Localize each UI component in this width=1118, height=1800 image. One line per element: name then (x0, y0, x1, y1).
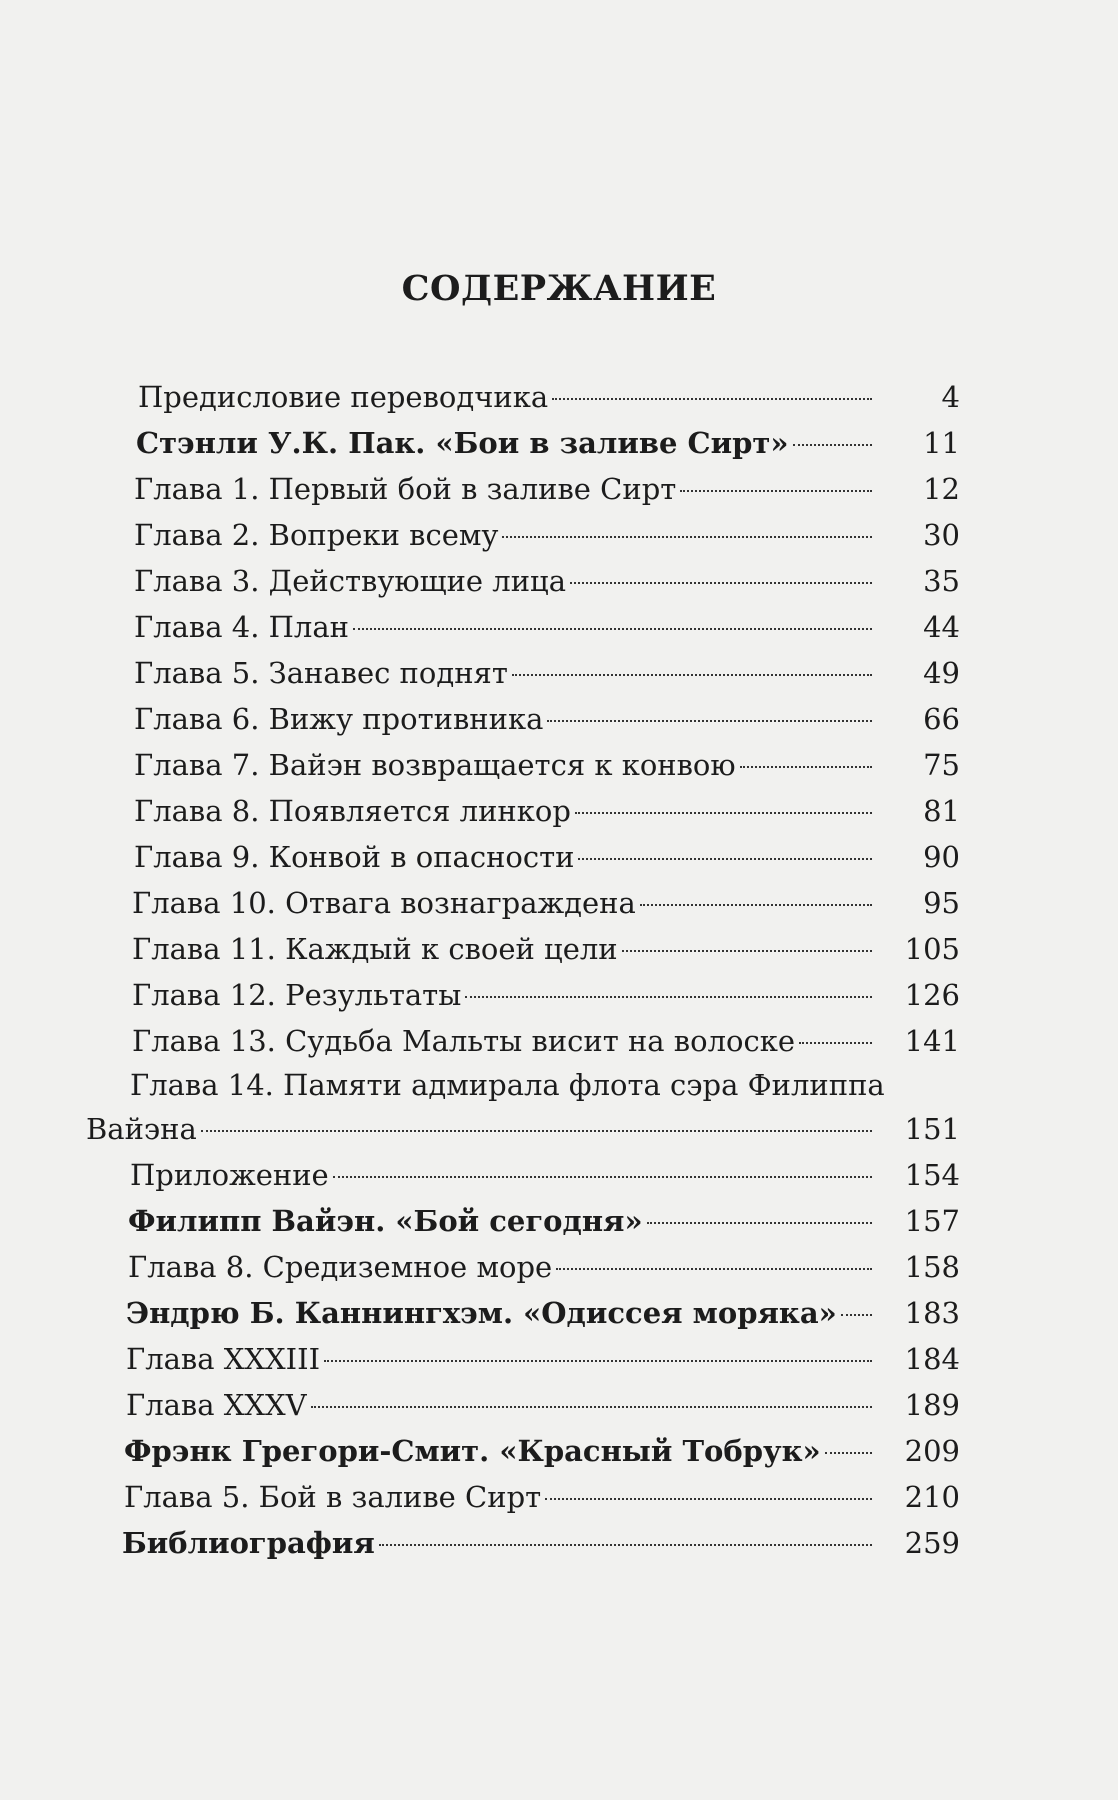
leader-dots (502, 536, 872, 538)
toc-entry (0, 972, 1118, 1018)
toc-entry-page: 75 (923, 748, 960, 782)
toc-entry-page: 259 (904, 1526, 960, 1560)
leader-dots (740, 766, 872, 768)
toc-entry-label: Глава 2. Вопреки всему (134, 518, 499, 552)
toc-section-entry (0, 1428, 1118, 1474)
toc-entry-page: 49 (923, 656, 960, 690)
toc-entry-label: Библиография (122, 1526, 375, 1560)
toc-entry-page: 30 (923, 518, 960, 552)
leader-dots (799, 1042, 872, 1044)
toc-entry (0, 880, 1118, 926)
toc-entry-page: 141 (904, 1024, 960, 1058)
leader-dots (379, 1544, 872, 1546)
toc-entry (0, 466, 1118, 512)
toc-entry-page: 11 (923, 426, 960, 460)
toc-entry-label: Фрэнк Грегори-Смит. «Красный Тобрук» (124, 1434, 821, 1468)
leader-dots (547, 720, 872, 722)
toc-entry (0, 1336, 1118, 1382)
toc-entry (0, 834, 1118, 880)
leader-dots (465, 996, 872, 998)
table-of-contents (0, 374, 1118, 1566)
toc-entry-label: Глава 8. Появляется линкор (134, 794, 571, 828)
leader-dots (793, 444, 872, 446)
toc-entry-page: 184 (904, 1342, 960, 1376)
toc-entry-page: 151 (904, 1112, 960, 1146)
toc-entry-page: 154 (904, 1158, 960, 1192)
toc-entry-label: Глава XXXIII (126, 1342, 321, 1376)
toc-entry-page: 158 (904, 1250, 960, 1284)
toc-entry (0, 558, 1118, 604)
toc-entry (0, 742, 1118, 788)
toc-entry-label: Стэнли У.К. Пак. «Бои в заливе Сирт» (136, 426, 789, 460)
page-title: СОДЕРЖАНИЕ (401, 268, 717, 309)
toc-entry-page: 95 (923, 886, 960, 920)
leader-dots (825, 1452, 872, 1454)
toc-entry-label-continuation: Вайэна (86, 1112, 197, 1146)
toc-entry-page: 105 (904, 932, 960, 966)
toc-entry-label: Глава 10. Отвага вознаграждена (132, 886, 636, 920)
toc-entry-page: 183 (904, 1296, 960, 1330)
leader-dots (647, 1222, 872, 1224)
toc-entry (0, 926, 1118, 972)
leader-dots (545, 1498, 872, 1500)
toc-entry-label: Глава XXXV (126, 1388, 307, 1422)
toc-entry-label: Предисловие переводчика (138, 380, 549, 414)
toc-entry-page: 4 (941, 380, 960, 414)
toc-entry (0, 1106, 1118, 1152)
toc-entry-page: 189 (904, 1388, 960, 1422)
toc-entry-page: 12 (923, 472, 960, 506)
toc-entry (0, 1152, 1118, 1198)
leader-dots (640, 904, 872, 906)
toc-entry-page: 35 (923, 564, 960, 598)
toc-entry-label: Глава 4. План (134, 610, 349, 644)
toc-entry-page: 81 (923, 794, 960, 828)
toc-entry-label: Эндрю Б. Каннингхэм. «Одиссея моряка» (126, 1296, 837, 1330)
toc-section-entry (0, 420, 1118, 466)
toc-entry (0, 788, 1118, 834)
toc-entry (0, 512, 1118, 558)
toc-entry (0, 650, 1118, 696)
toc-entry-label: Глава 13. Судьба Мальты висит на волоске (132, 1024, 796, 1058)
toc-section-entry (0, 1198, 1118, 1244)
toc-entry-page: 44 (923, 610, 960, 644)
toc-entry-label: Филипп Вайэн. «Бой сегодня» (128, 1204, 643, 1238)
toc-entry-page: 209 (904, 1434, 960, 1468)
toc-entry-label: Приложение (130, 1158, 329, 1192)
toc-entry-page: 126 (904, 978, 960, 1012)
leader-dots (552, 398, 872, 400)
toc-entry (0, 696, 1118, 742)
leader-dots (680, 490, 872, 492)
toc-entry-label: Глава 5. Бой в заливе Сирт (124, 1480, 542, 1514)
leader-dots (512, 674, 872, 676)
toc-entry-label: Глава 7. Вайэн возвращается к конвою (134, 748, 736, 782)
toc-entry-label: Глава 1. Первый бой в заливе Сирт (134, 472, 677, 506)
leader-dots (311, 1406, 872, 1408)
toc-section-entry (0, 1520, 1118, 1566)
leader-dots (570, 582, 872, 584)
toc-entry (0, 1244, 1118, 1290)
toc-entry (0, 1382, 1118, 1428)
leader-dots (556, 1268, 872, 1270)
toc-entry-page: 157 (904, 1204, 960, 1238)
toc-entry (0, 374, 1118, 420)
leader-dots (622, 950, 872, 952)
toc-entry-page: 66 (923, 702, 960, 736)
toc-entry-label: Глава 5. Занавес поднят (134, 656, 508, 690)
toc-entry-label: Глава 8. Средиземное море (128, 1250, 553, 1284)
toc-entry-label: Глава 11. Каждый к своей цели (132, 932, 618, 966)
toc-entry-label-first-line: Глава 14. Памяти адмирала флота сэра Филиппа (130, 1068, 885, 1102)
leader-dots (201, 1130, 872, 1132)
toc-section-entry (0, 1290, 1118, 1336)
leader-dots (841, 1314, 872, 1316)
leader-dots (353, 628, 872, 630)
toc-entry-label: Глава 9. Конвой в опасности (134, 840, 575, 874)
toc-entry (0, 1474, 1118, 1520)
toc-entry-page: 90 (923, 840, 960, 874)
leader-dots (333, 1176, 872, 1178)
toc-entry-label: Глава 12. Результаты (132, 978, 462, 1012)
toc-entry-label: Глава 3. Действующие лица (134, 564, 566, 598)
toc-entry (0, 1018, 1118, 1064)
leader-dots (578, 858, 872, 860)
leader-dots (575, 812, 872, 814)
toc-entry (0, 604, 1118, 650)
leader-dots (324, 1360, 872, 1362)
toc-entry-page: 210 (904, 1480, 960, 1514)
toc-entry-label: Глава 6. Вижу противника (134, 702, 544, 736)
